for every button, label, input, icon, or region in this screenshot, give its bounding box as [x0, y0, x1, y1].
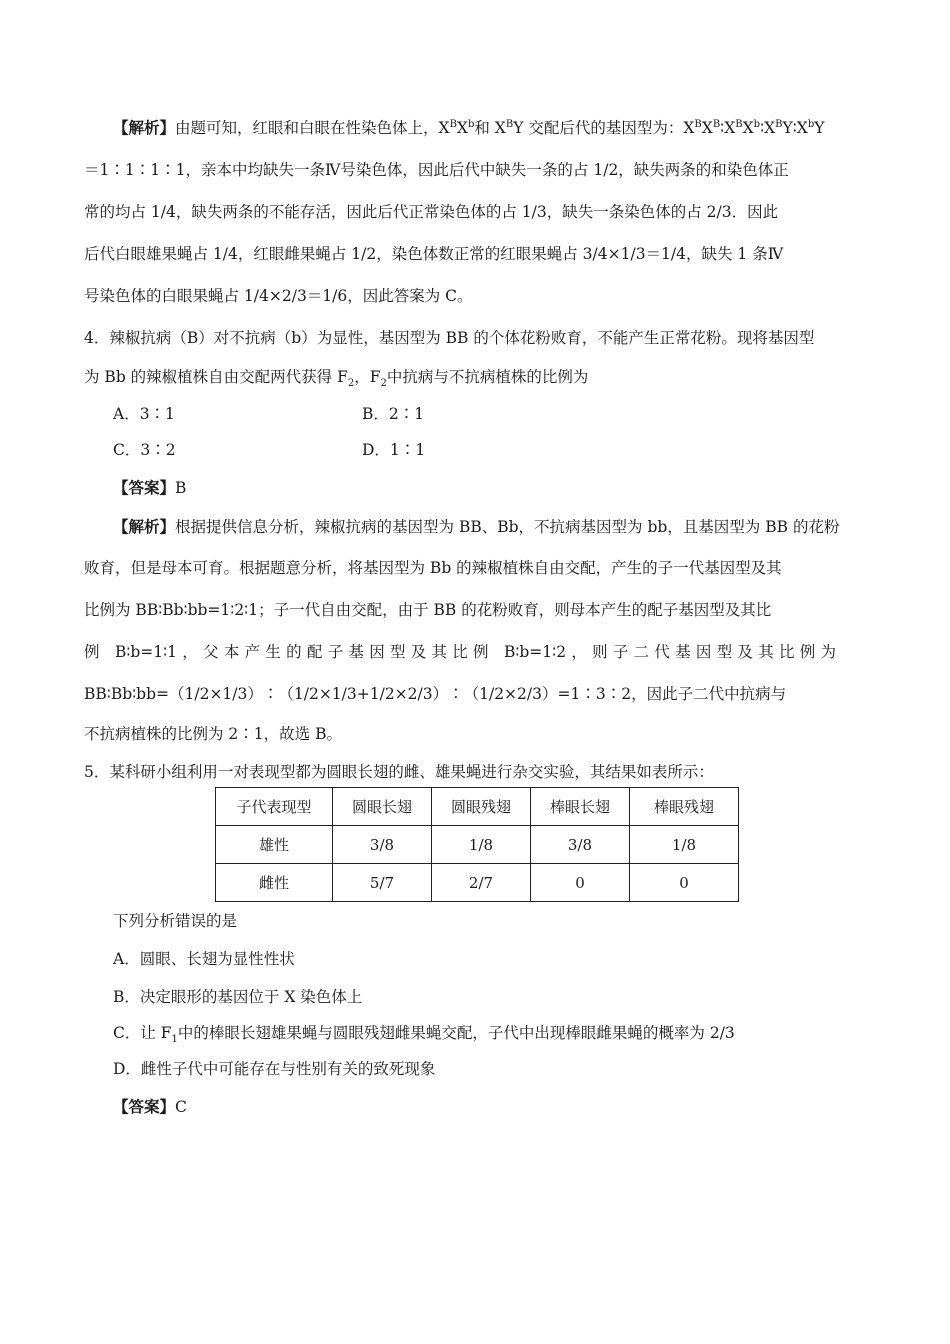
table-header-cell: 圆眼残翅	[432, 788, 531, 826]
table-header-cell: 圆眼长翅	[333, 788, 432, 826]
results-table	[215, 787, 739, 902]
question-4-stem-line-1: 4．辣椒抗病（B）对不抗病（b）为显性，基因型为 BB 的个体花粉败育，不能产生正常花粉。现将基因型	[84, 329, 815, 347]
question-number: 4．	[84, 329, 110, 347]
option-c: C．让 $F_1$中的棒眼长翅雄果蝇与圆眼残翅雌果蝇交配，子代中出现棒眼雌果蝇的概率为 2/3	[113, 1024, 735, 1046]
option-a: A．圆眼、长翅为显性性状	[113, 950, 295, 968]
question-5-prompt: 下列分析错误的是	[113, 912, 238, 930]
table-header-row	[216, 788, 739, 826]
analysis-q4-line-1: 【解析】根据提供信息分析，辣椒抗病的基因型为 BB、Bb，不抗病基因型为 bb，且基因型为 BB 的花粉	[113, 517, 840, 536]
analysis-q4-line-5: BB∶Bb∶bb=（1/2×1/3）∶（1/2×1/3+1/2×2/3）∶（1/2×2/3）=1∶3∶2，因此子二代中抗病与	[84, 685, 787, 703]
option-b: B．决定眼形的基因位于 X 染色体上	[113, 988, 363, 1006]
table-header-cell: 棒眼长翅	[531, 788, 630, 826]
answer-q4	[113, 478, 186, 498]
analysis-q3-line-4: 后代白眼雄果蝇占 1/4，红眼雌果蝇占 1/2，染色体数正常的红眼果蝇占 3/4×1/3＝1/4，缺失 1 条Ⅳ	[84, 245, 784, 263]
option-c: C．3∶2	[113, 441, 176, 459]
analysis-q3-line-2: ＝1∶1∶1∶1，亲本中均缺失一条Ⅳ号染色体，因此后代中缺失一条的占 1/2，缺失两条的和染色体正	[84, 161, 789, 179]
table-cell: 雄性	[216, 826, 333, 864]
table-cell: 2/7	[432, 864, 531, 902]
question-4-stem-line-2: 为 Bb 的辣椒植株自由交配两代获得 $F_2$，$F_2$中抗病与不抗病植株的比例为	[84, 368, 589, 390]
analysis-q3-line-5: 号染色体的白眼果蝇占 1/4×2/3＝1/6，因此答案为 C。	[84, 287, 473, 305]
table-cell: 5/7	[333, 864, 432, 902]
answer-value: B	[175, 479, 187, 497]
analysis-q3-line-3: 常的均占 1/4，缺失两条的不能存活，因此后代正常染色体的占 1/3，缺失一条染色体的占 2/3．因此	[84, 203, 779, 221]
answer-tag: 【答案】	[113, 1097, 176, 1116]
table-cell: 0	[630, 864, 739, 902]
table-cell: 雌性	[216, 864, 333, 902]
analysis-tag: 【解析】	[113, 517, 176, 536]
analysis-q4-line-3: 比例为 BB∶Bb∶bb=1∶2∶1；子一代自由交配，由于 BB 的花粉败育，则母本产生的配子基因型及其比	[84, 601, 772, 619]
question-number: 5．	[84, 763, 110, 781]
question-5-stem: 5．某科研小组利用一对表现型都为圆眼长翅的雌、雄果蝇进行杂交实验，其结果如表所示：	[84, 763, 714, 781]
analysis-q4-line-2: 败育，但是母本可育。根据题意分析，将基因型为 Bb 的辣椒植株自由交配，产生的子一代基因型及其	[84, 559, 782, 577]
table-cell: 1/8	[432, 826, 531, 864]
answer-value: C	[175, 1098, 187, 1116]
analysis-q3-line-1: 【解析】由题可知，红眼和白眼在性染色体上，$X^BX^b$和 $X^BY$ 交配后代的基因型为：$X^BX^B∶X^BX^b∶X^BY∶X^bY$	[113, 118, 825, 137]
answer-tag: 【答案】	[113, 478, 176, 497]
table-row	[216, 826, 739, 864]
option-b: B．2∶1	[362, 405, 425, 423]
option-a: A．3∶1	[113, 405, 175, 423]
table-cell: 3/8	[333, 826, 432, 864]
answer-q5	[113, 1097, 187, 1117]
table-header-cell: 子代表现型	[216, 788, 333, 826]
table-cell: 1/8	[630, 826, 739, 864]
analysis-q4-line-6: 不抗病植株的比例为 2∶1，故选 B。	[84, 725, 342, 743]
table-cell: 3/8	[531, 826, 630, 864]
option-d: D．雌性子代中可能存在与性别有关的致死现象	[113, 1060, 436, 1078]
table-row	[216, 864, 739, 902]
analysis-q4-line-4: 例 B∶b=1∶1，父本产生的配子基因型及其比例 B∶b=1∶2，则子二代基因型及其比例为	[84, 643, 836, 661]
analysis-tag: 【解析】	[113, 118, 176, 137]
table-cell: 0	[531, 864, 630, 902]
option-d: D．1∶1	[362, 441, 426, 459]
table-header-cell: 棒眼残翅	[630, 788, 739, 826]
